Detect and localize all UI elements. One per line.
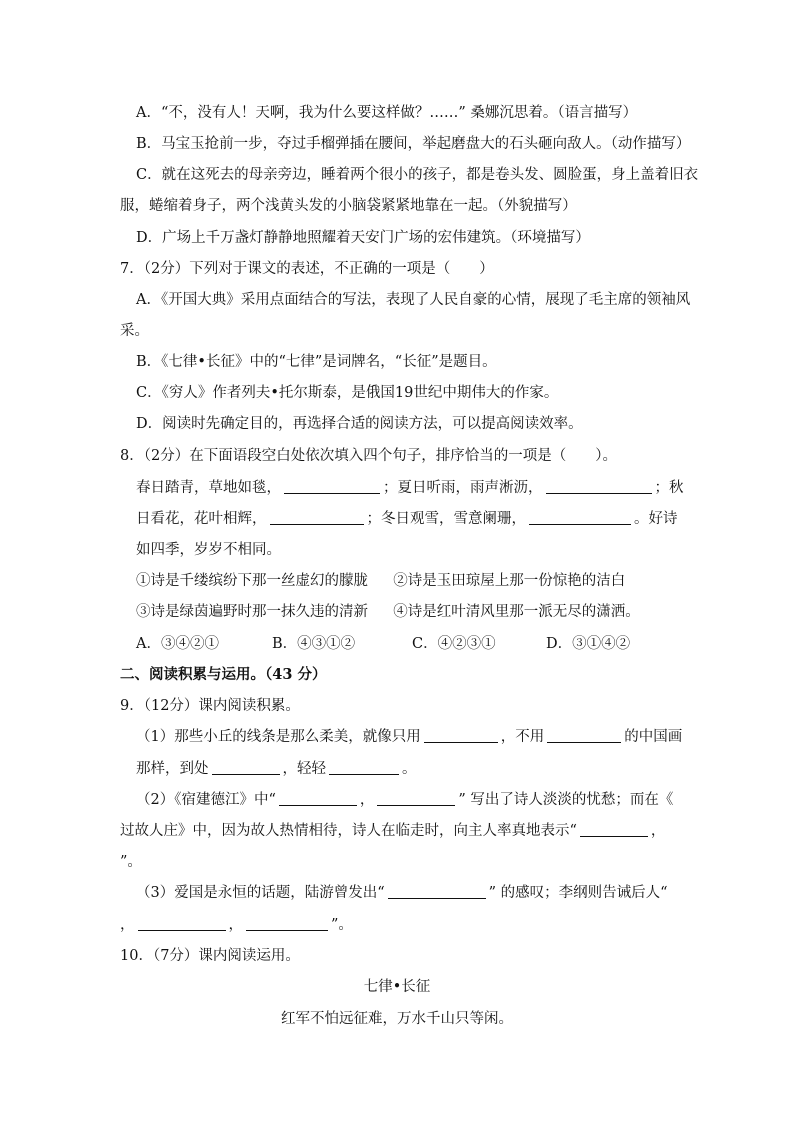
q8-option-c: C．④②③①: [412, 636, 496, 652]
q9-text: ，不用: [500, 729, 545, 745]
poem-title: 七律•长征: [363, 979, 431, 995]
fill-blank: [270, 510, 364, 525]
q8-options: [136, 634, 696, 654]
q9-text: ” 的感叹；李纲则告诫后人“: [488, 885, 668, 901]
q9-text: ，: [650, 823, 666, 839]
q9-text: （2）《宿建德江》中“: [136, 792, 276, 808]
fill-blank: [546, 479, 652, 494]
fill-blank: [424, 728, 498, 743]
q9-text: 。: [402, 761, 417, 777]
q9-text: ，: [228, 917, 243, 933]
q6-option-d: D．广场上千万盏灯静静地照耀着天安门广场的宏伟建筑。（环境描写）: [136, 230, 590, 246]
q8-sentence-2: ②诗是玉田琼屋上那一份惊艳的洁白: [393, 573, 626, 589]
q8-option-b: B．④③①②: [272, 636, 356, 652]
q8-passage-line3: 如四季，岁岁不相同。: [136, 542, 281, 558]
q9-text: （1）那些小丘的线条是那么柔美，就像只用: [136, 729, 421, 745]
q9-part3-line1: [136, 883, 696, 903]
q9-text: ，: [120, 917, 135, 933]
fill-blank: [388, 884, 486, 899]
q8-stem: 8．（2分）在下面语段空白处依次填入四个句子，排序恰当的一项是（ ）。: [120, 448, 617, 464]
q9-part2-line3: [120, 852, 696, 872]
q9-stem: 9．（12分）课内阅读积累。: [120, 698, 300, 714]
q8-text: ；冬日观雪，雪意阑珊，: [366, 511, 526, 527]
q9-text: ，轻轻: [282, 761, 326, 777]
q8-sentences-row2: [136, 602, 696, 622]
q7-option-d: D．阅读时先确定目的，再选择合适的阅读方法，可以提高阅读效率。: [136, 416, 583, 432]
q8-text: ；秋: [654, 480, 684, 496]
q9-text: ”。: [120, 854, 142, 870]
q8-option-d: D．③①④②: [546, 636, 631, 652]
q8-text: ；夏日听雨，雨声淅沥，: [383, 480, 543, 496]
fill-blank: [212, 760, 280, 775]
q8-sentence-3: ③诗是绿茵遍野时那一抹久违的清新: [136, 604, 368, 620]
poem-line-1: 红军不怕远征难，万水千山只等闲。: [281, 1011, 513, 1027]
q6-option-b: B．马宝玉抢前一步，夺过手榴弹插在腰间，举起磨盘大的石头砸向敌人。（动作描写）: [136, 136, 691, 152]
q7-stem: 7．（2分）下列对于课文的表述，不正确的一项是（ ）: [120, 261, 494, 277]
fill-blank: [329, 760, 399, 775]
q9-text: 过故人庄》中，因为故人热情相待，诗人在临走时，向主人率真地表示“: [120, 823, 577, 839]
q8-sentence-1: ①诗是千缕缤纷下那一丝虚幻的朦胧: [136, 573, 368, 589]
q9-part3-line2: [120, 915, 696, 935]
q8-text: 日看花，花叶相辉，: [136, 511, 267, 527]
q8-text: 。好诗: [634, 511, 678, 527]
q6-option-c-line1: C．就在这死去的母亲旁边，睡着两个很小的孩子，都是卷头发、圆脸蛋，身上盖着旧衣: [136, 167, 699, 183]
fill-blank: [279, 791, 357, 806]
fill-blank: [529, 510, 631, 525]
fill-blank: [138, 916, 226, 931]
fill-blank: [547, 728, 621, 743]
q9-text: 那样，到处: [136, 761, 209, 777]
fill-blank: [377, 791, 455, 806]
q8-passage-line1: [136, 478, 696, 498]
q7-option-a-line2: 采。: [120, 323, 149, 339]
q7-option-c: C．《穷人》作者列夫•托尔斯泰，是俄国19世纪中期伟大的作家。: [136, 385, 559, 401]
q9-part1-line2: [136, 759, 696, 779]
q9-part2-line1: [136, 790, 696, 810]
q9-text: （3）爱国是永恒的话题，陆游曾发出“: [136, 885, 385, 901]
q7-option-b: B．《七律•长征》中的“七律”是词牌名，“长征”是题目。: [136, 354, 497, 370]
q9-text: ，: [359, 792, 375, 808]
q8-sentences-row1: [136, 571, 696, 591]
q8-text: 春日踏青，草地如毯，: [136, 480, 281, 496]
q6-option-c-line2: 服，蜷缩着身子，两个浅黄头发的小脑袋紧紧地靠在一起。（外貌描写）: [120, 198, 577, 214]
q8-passage-line2: [136, 509, 696, 529]
fill-blank: [246, 916, 328, 931]
q8-sentence-4: ④诗是红叶清风里那一派无尽的潇洒。: [393, 604, 640, 620]
fill-blank: [580, 822, 648, 837]
q9-text: 的中国画: [624, 729, 683, 745]
q9-text: ” 写出了诗人淡淡的忧愁；而在《: [458, 792, 674, 808]
q7-option-a-line1: A．《开国大典》采用点面结合的写法，表现了人民自豪的心情，展现了毛主席的领袖风: [136, 292, 691, 308]
q9-text: ”。: [331, 917, 353, 933]
q6-option-a: A．“不，没有人！天啊，我为什么要这样做？……” 桑娜沉思着。（语言描写）: [136, 105, 638, 121]
q8-option-a: A．③④②①: [136, 636, 219, 652]
section-heading: 二、阅读积累与运用。（43 分）: [120, 666, 327, 683]
q9-part1-line1: [136, 727, 696, 747]
fill-blank: [284, 479, 380, 494]
q9-part2-line2: [120, 821, 696, 841]
q10-stem: 10．（7分）课内阅读运用。: [120, 948, 300, 964]
